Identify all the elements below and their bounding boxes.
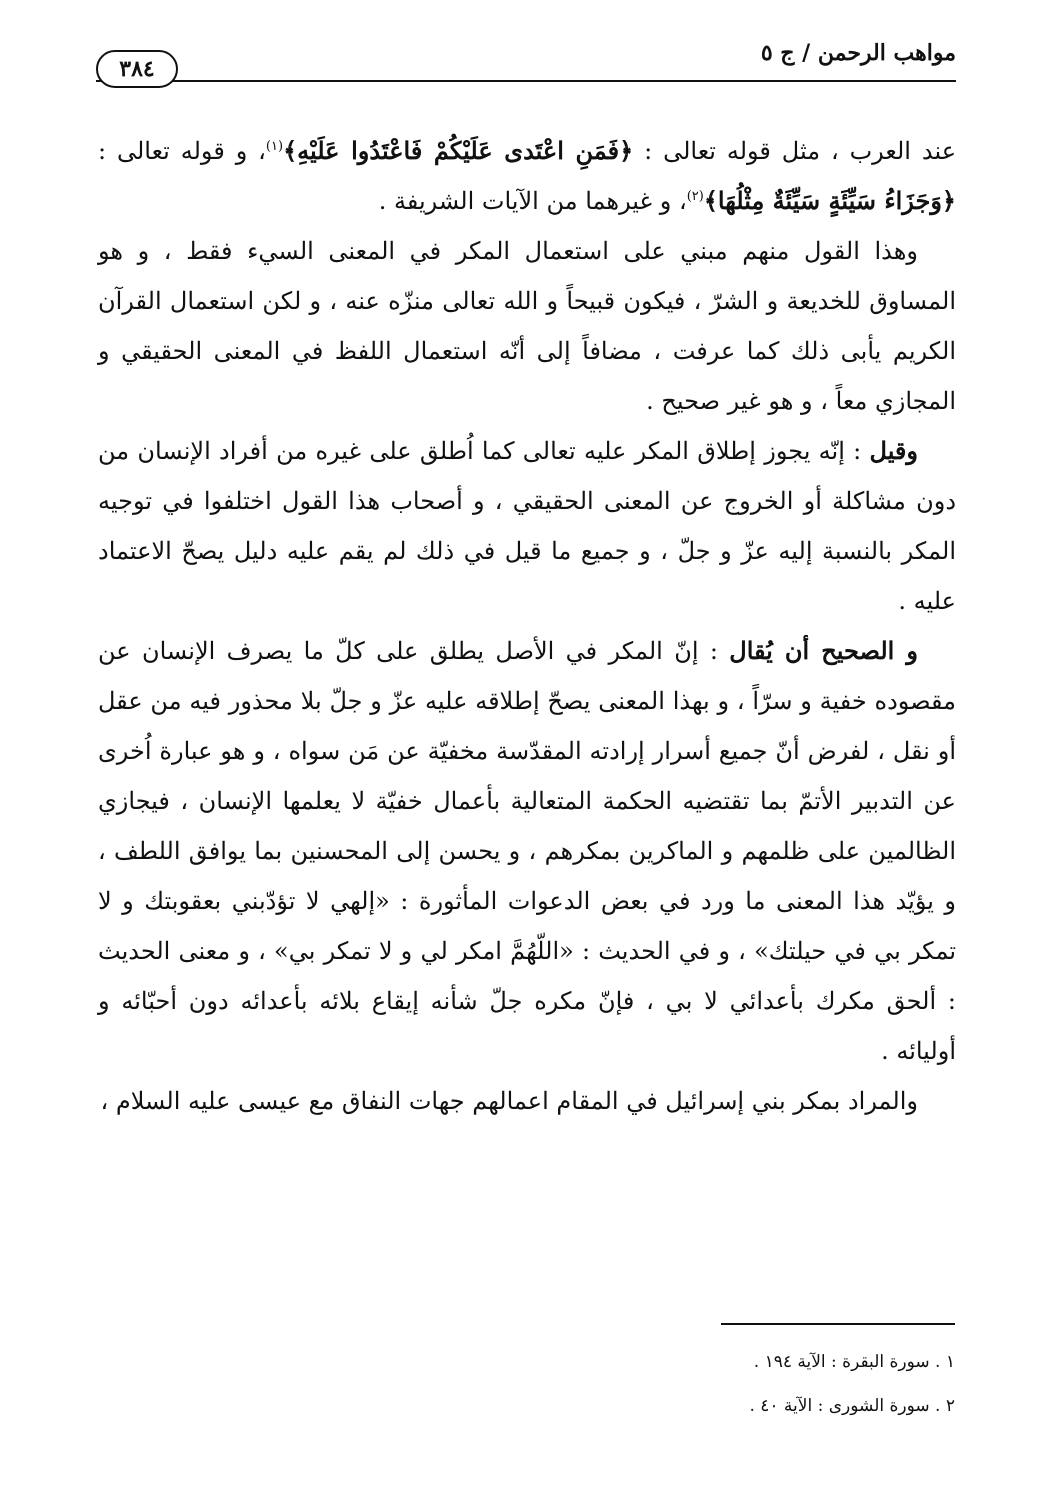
footnotes <box>455 1340 955 1428</box>
paragraph-3-text: : إنّه يجوز إطلاق المكر عليه تعالى كما اُطلق على غيره من أفراد الإنسان من دون مشاكلة أو الخروج عن المعنى الحقيقي ، و أصحاب هذا القول اختلفوا في توجيه المكر بالنسبة إليه عزّ و جلّ ، و جميع ما قيل في ذلك لم يقم عليه دليل يصحّ الاعتماد عليه . <box>98 437 956 615</box>
page-number: ٣٨٤ <box>96 50 178 88</box>
paragraph-1 <box>98 126 956 226</box>
header-rule <box>96 80 956 82</box>
footnote-ref-2[interactable]: (٢) <box>686 189 704 204</box>
footnote-ref-1[interactable]: (١) <box>265 139 284 154</box>
paragraph-3-lead: وقيل <box>869 436 918 465</box>
paragraph-3 <box>98 426 956 626</box>
paragraph-2: وهذا القول منهم مبني على استعمال المكر في المعنى السيء فقط ، و هو المساوق للخديعة و الشرّ ، فيكون قبيحاً و الله تعالى منزّه عنه ، و لكن استعمال القرآن الكريم يأبى ذلك كما عرفت ، مضافاً إلى أنّه استعمال اللفظ في المعنى الحقيقي و المجازي معاً ، و هو غير صحيح . <box>98 237 956 415</box>
paragraph-4-text: : إنّ المكر في الأصل يطلق على كلّ ما يصرف الإنسان عن مقصوده خفية و سرّاً ، و بهذا المعنى يصحّ إطلاقه عليه عزّ و جلّ بلا محذور فيه من عقل أو نقل ، لفرض أنّ جميع أسرار إرادته المقدّسة مخفيّة عن مَن سواه ، و هو عبارة اُخرى عن التدبير الأتمّ بما تقتضيه الحكمة المتعالية بأعمال خفيّة لا يعلمها الإنسان ، فيجازي الظالمين على ظلمهم و الماكرين بمكرهم ، و يحسن إلى المحسنين بما يوافق اللطف ، و يؤيّد هذا المعنى ما ورد في بعض الدعوات المأثورة : «إلهي لا تؤدّبني بعقوبتك و لا تمكر بي في حيلتك» ، و في الحديث : «اللّهُمَّ امكر لي و لا تمكر بي» ، و معنى الحديث : ألحق مكرك بأعدائي لا بي ، فإنّ مكره جلّ شأنه إيقاع بلائه بأعدائه دون أحبّائه و أوليائه . <box>98 637 956 1065</box>
paragraph-4-lead: و الصحيح أن يُقال <box>729 636 918 665</box>
quran-verse-2: ﴿وَجَزَاءُ سَيِّئَةٍ سَيِّئَةٌ مِثْلُهَا﴾ <box>703 186 956 215</box>
footnote-1: ١ . سورة البقرة : الآية ١٩٤ . <box>753 1352 955 1372</box>
main-text <box>98 126 956 1126</box>
paragraph-1-text-2: ، و قوله تعالى : <box>98 137 266 165</box>
footnote-2: ٢ . سورة الشورى : الآية ٤٠ . <box>749 1396 955 1416</box>
running-title: مواهب الرحمن / ج ٥ <box>760 40 956 66</box>
paragraph-1-text-3: ، و غيرهما من الآيات الشريفة . <box>378 187 687 215</box>
page-header <box>96 40 956 90</box>
paragraph-5: والمراد بمكر بني إسرائيل في المقام اعمالهم جهات النفاق مع عيسى عليه السلام ، <box>100 1087 918 1115</box>
footnote-rule <box>721 1323 955 1325</box>
paragraph-1-text-1: عند العرب ، مثل قوله تعالى : <box>633 137 957 165</box>
paragraph-4 <box>98 626 956 1076</box>
quran-verse-1: ﴿فَمَنِ اعْتَدى عَلَيْكُمْ فَاعْتَدُوا عَلَيْهِ﴾ <box>283 136 634 165</box>
